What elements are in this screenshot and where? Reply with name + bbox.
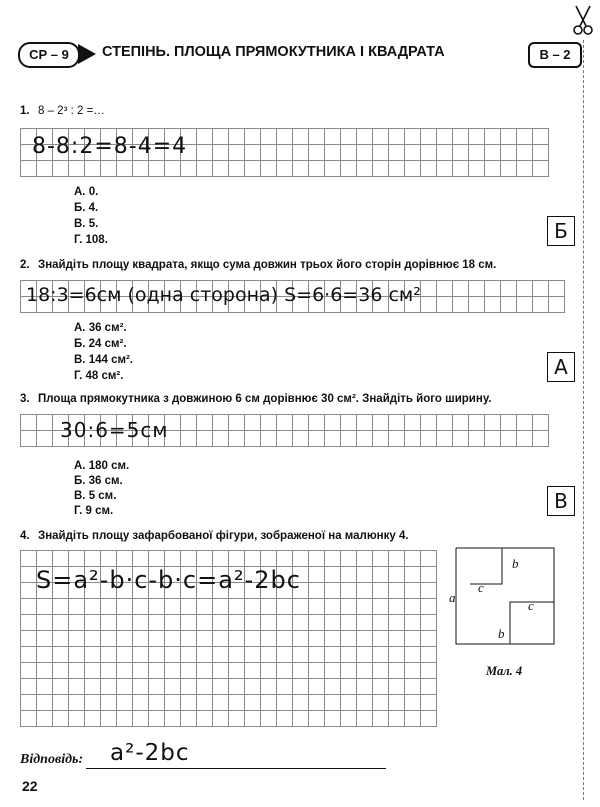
question-2-number: 2. xyxy=(20,259,30,271)
answer-box-3[interactable]: В xyxy=(547,486,575,516)
page-number: 22 xyxy=(22,778,38,794)
handwritten-solution-4: S=a²-b·c-b·c=a²-2bc xyxy=(36,566,301,594)
handwritten-solution-2: 18:3=6см (одна сторона) S=6·6=36 см² xyxy=(26,284,421,306)
question-2-text: Знайдіть площу квадрата, якщо сума довжин трьох його сторін дорівнює 18 см. xyxy=(38,259,497,271)
figure-label-c-bottom: c xyxy=(528,598,534,613)
page-title: СТЕПІНЬ. ПЛОЩА ПРЯМОКУТНИКА І КВАДРАТА xyxy=(102,44,445,60)
answer-box-1[interactable]: Б xyxy=(547,216,575,246)
figure-label-b-top: b xyxy=(512,556,519,571)
question-1-option-b: Б. 4. xyxy=(74,202,99,214)
question-3-option-d: Г. 9 см. xyxy=(74,505,114,517)
handwritten-solution-1: 8-8:2=8-4=4 xyxy=(32,134,188,159)
question-3-option-b: Б. 36 см. xyxy=(74,475,123,487)
question-1-text: 8 – 2³ : 2 =… xyxy=(38,105,105,117)
question-1-option-a: А. 0. xyxy=(74,186,99,198)
figure-label-c-top: c xyxy=(478,580,484,595)
answer-box-2[interactable]: А xyxy=(547,352,575,382)
question-3-option-a: А. 180 см. xyxy=(74,460,130,472)
question-1-option-c: В. 5. xyxy=(74,218,99,230)
work-code-badge xyxy=(18,42,80,68)
question-1-number: 1. xyxy=(20,105,30,117)
figure-caption: Мал. 4 xyxy=(486,664,523,678)
question-2-option-c: В. 144 см². xyxy=(74,354,134,366)
question-3-number: 3. xyxy=(20,393,30,405)
figure-label-a: a xyxy=(449,590,456,605)
figure-4 xyxy=(440,540,566,660)
variant-badge xyxy=(528,42,582,68)
figure-label-b-bottom: b xyxy=(498,626,505,641)
figure-outline xyxy=(456,548,554,644)
question-3-text: Площа прямокутника з довжиною 6 см дорівнює 30 см². Знайдіть його ширину. xyxy=(38,393,492,405)
question-2-option-a: А. 36 см². xyxy=(74,322,127,334)
answer-label: Відповідь: xyxy=(20,752,84,767)
handwritten-solution-3: 30:6=5см xyxy=(60,418,169,442)
work-code: СР – 9 xyxy=(29,47,69,62)
question-3-option-c: В. 5 см. xyxy=(74,490,117,502)
question-2-option-d: Г. 48 см². xyxy=(74,370,124,382)
question-2-option-b: Б. 24 см². xyxy=(74,338,127,350)
cut-line xyxy=(583,40,584,800)
variant-label: В – 2 xyxy=(539,47,571,62)
figure-cutout-top xyxy=(470,548,502,584)
answer-line[interactable] xyxy=(86,768,386,769)
arrow-icon xyxy=(78,44,96,64)
scissors-icon xyxy=(572,4,594,36)
question-4-text: Знайдіть площу зафарбованої фігури, зображеної на малюнку 4. xyxy=(38,530,409,542)
question-1-option-d: Г. 108. xyxy=(74,234,108,246)
question-4-number: 4. xyxy=(20,530,30,542)
handwritten-answer: a²-2bc xyxy=(110,740,190,766)
